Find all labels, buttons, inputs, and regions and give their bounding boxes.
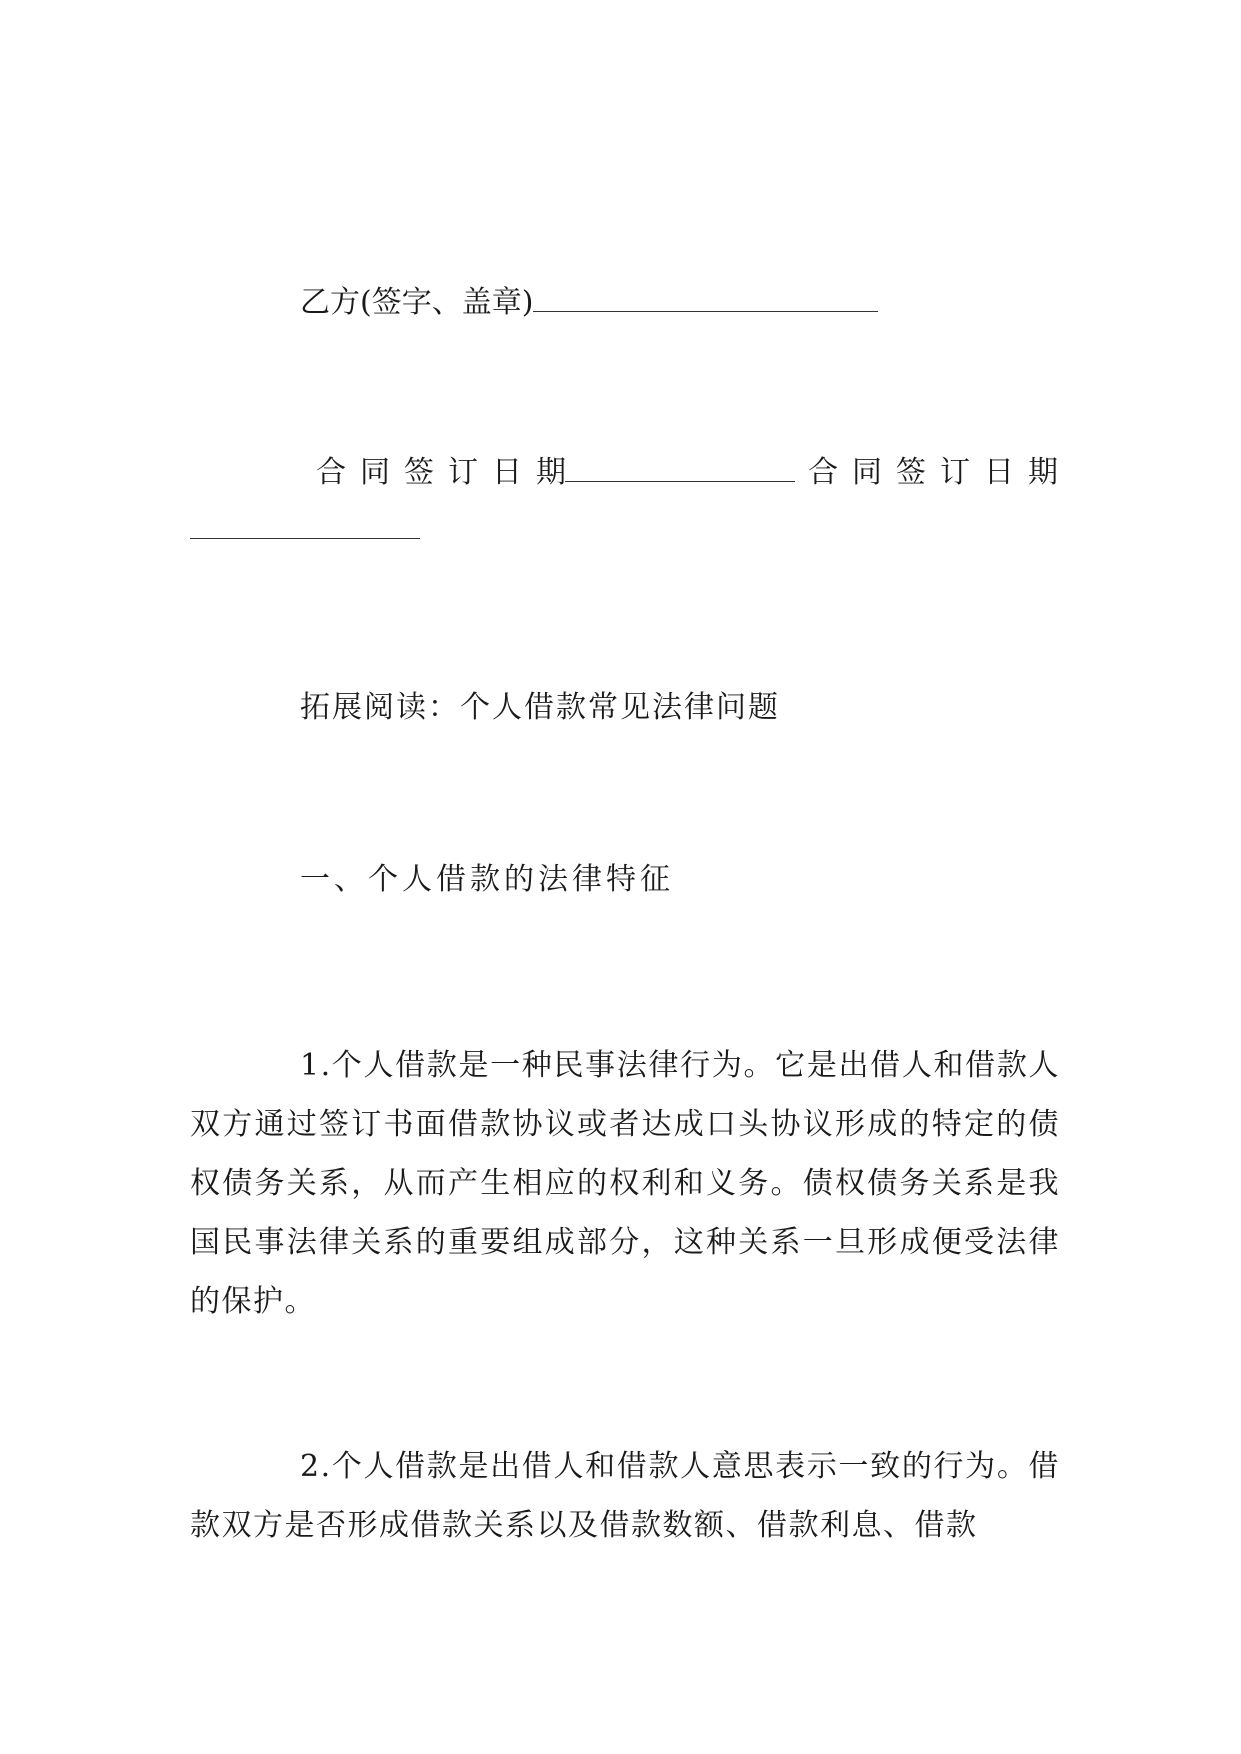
section-heading: 一、个人借款的法律特征	[300, 862, 674, 897]
contract-date-row-2	[808, 453, 1072, 493]
contract-date-blank-2	[190, 514, 420, 539]
contract-date-label-1: 合同签订日期	[316, 455, 580, 490]
contract-date-label-2: 合同签订日期	[808, 455, 1072, 490]
paragraph-1: 1.个人借款是一种民事法律行为。它是出借人和借款人双方通过签订书面借款协议或者达成口头协议形成的特定的债权债务关系，从而产生相应的权利和义务。债权债务关系是我国民事法律关系的重要组成部分，这种关系一旦形成便受法律的保护。	[190, 1048, 1060, 1319]
contract-date-blank-1	[565, 457, 795, 482]
contract-date-blank-1-wrap	[565, 453, 795, 493]
extended-reading-title: 拓展阅读：个人借款常见法律问题	[300, 690, 780, 725]
contract-date-row	[316, 453, 580, 493]
paragraph-2: 2.个人借款是出借人和借款人意思表示一致的行为。借款双方是否形成借款关系以及借款数额、借款利息、借款	[190, 1449, 1060, 1543]
contract-date-blank-2-wrap	[190, 510, 420, 550]
party-b-label: 乙方(签字、盖章)	[300, 285, 534, 320]
party-b-signature-blank	[533, 287, 878, 312]
party-b-signature-row	[300, 283, 878, 323]
